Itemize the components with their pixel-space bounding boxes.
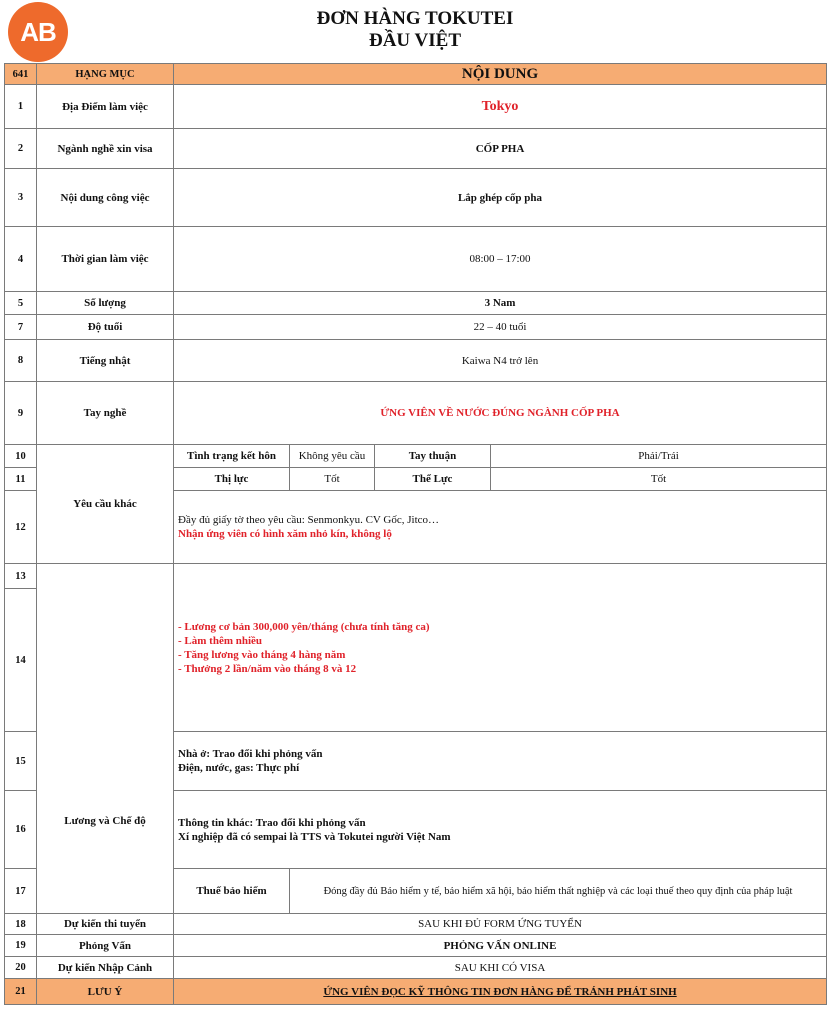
salary-line: - Làm thêm nhiều xyxy=(178,634,263,647)
table-row xyxy=(5,957,827,979)
header-content: NỘI DUNG xyxy=(174,64,827,85)
table-row xyxy=(5,315,827,340)
row-category: Tiếng nhật xyxy=(37,340,174,382)
row-number: 19 xyxy=(5,935,37,957)
row-number: 4 xyxy=(5,227,37,292)
tattoo-note: Nhận ứng viên có hình xăm nhỏ kín, không lộ xyxy=(178,528,392,540)
handedness-label: Tay thuận xyxy=(375,445,491,468)
work-location: Tokyo xyxy=(481,98,519,114)
row-number: 20 xyxy=(5,957,37,979)
table-row xyxy=(5,340,827,382)
other-requirements-label: Yêu cầu khác xyxy=(37,445,174,564)
fitness-value: Tốt xyxy=(491,468,827,491)
working-hours: 08:00 – 17:00 xyxy=(174,227,827,292)
table-row xyxy=(5,564,827,589)
row-number: 7 xyxy=(5,315,37,340)
row-number: 21 xyxy=(5,979,37,1005)
document-title xyxy=(0,8,830,52)
logo-text: AB xyxy=(20,16,56,47)
salary-details xyxy=(174,564,827,732)
salary-line: - Thưởng 2 lần/năm vào tháng 8 và 12 xyxy=(178,662,357,675)
table-row xyxy=(5,914,827,935)
fitness-label: Thể Lực xyxy=(375,468,491,491)
skill-requirement: ỨNG VIÊN VỀ NƯỚC ĐÚNG NGÀNH CỐP PHA xyxy=(380,407,620,419)
interview-mode: PHỎNG VẤN ONLINE xyxy=(174,935,827,957)
table-row xyxy=(5,227,827,292)
row-number: 8 xyxy=(5,340,37,382)
row-number: 13 xyxy=(5,564,37,589)
row-number: 10 xyxy=(5,445,37,468)
row-category: Thuế bảo hiểm xyxy=(174,869,290,914)
header-category: HẠNG MỤC xyxy=(37,64,174,85)
row-number: 15 xyxy=(5,732,37,791)
row-category: Số lượng xyxy=(37,292,174,315)
row-number: 9 xyxy=(5,382,37,445)
table-row xyxy=(5,85,827,129)
header-number: 641 xyxy=(5,64,37,85)
row-value xyxy=(174,85,827,129)
salary-line: - Tăng lương vào tháng 4 hàng năm xyxy=(178,648,346,661)
row-number: 2 xyxy=(5,129,37,169)
document-header xyxy=(0,0,830,62)
eyesight-value: Tốt xyxy=(290,468,375,491)
age-range: 22 – 40 tuổi xyxy=(174,315,827,340)
title-line-1: ĐƠN HÀNG TOKUTEI xyxy=(316,8,514,29)
housing-details xyxy=(174,732,827,791)
note-row xyxy=(5,979,827,1005)
handedness-value: Phải/Trái xyxy=(491,445,827,468)
row-category: Địa Điểm làm việc xyxy=(37,85,174,129)
row-category: Dự kiến Nhập Cảnh xyxy=(37,957,174,979)
row-number: 1 xyxy=(5,85,37,129)
documents-line: Đầy đủ giấy tờ theo yêu cầu: Senmonkyu. CV Gốc, Jitco… xyxy=(178,514,440,526)
row-category: Nội dung công việc xyxy=(37,169,174,227)
other-info xyxy=(174,791,827,869)
housing-line: Nhà ở: Trao đổi khi phỏng vấn xyxy=(178,748,323,760)
order-table xyxy=(4,63,827,1005)
other-info-line: Thông tin khác: Trao đổi khi phỏng vấn xyxy=(178,816,366,829)
row-category: Dự kiến thi tuyển xyxy=(37,914,174,935)
title-line-2: ĐẦU VIỆT xyxy=(368,30,462,51)
japanese-level: Kaiwa N4 trở lên xyxy=(174,340,827,382)
marital-status-value: Không yêu cầu xyxy=(290,445,375,468)
row-number: 17 xyxy=(5,869,37,914)
marital-status-label: Tình trạng kết hôn xyxy=(174,445,290,468)
row-number: 12 xyxy=(5,491,37,564)
row-category: Tay nghề xyxy=(37,382,174,445)
visa-field: CỐP PHA xyxy=(174,129,827,169)
row-value xyxy=(174,382,827,445)
job-content: Lắp ghép cốp pha xyxy=(174,169,827,227)
table-row xyxy=(5,382,827,445)
utilities-line: Điện, nước, gas: Thực phí xyxy=(178,762,300,774)
row-category: Thời gian làm việc xyxy=(37,227,174,292)
salary-benefits-label: Lương và Chế độ xyxy=(37,564,174,914)
table-row xyxy=(5,935,827,957)
salary-line: - Lương cơ bản 300,000 yên/tháng (chưa tính tăng ca) xyxy=(178,620,430,633)
row-number: 14 xyxy=(5,589,37,732)
note-value: ỨNG VIÊN ĐỌC KỸ THÔNG TIN ĐƠN HÀNG ĐỂ TRÁNH PHÁT SINH xyxy=(323,985,677,998)
table-row xyxy=(5,129,827,169)
documents-note xyxy=(174,491,827,564)
row-category: Ngành nghề xin visa xyxy=(37,129,174,169)
insurance-value: Đóng đầy đủ Bảo hiểm y tế, bảo hiểm xã hội, bảo hiểm thất nghiệp và các loại thuế theo quy định của pháp luật xyxy=(290,869,827,914)
row-number: 16 xyxy=(5,791,37,869)
eyesight-label: Thị lực xyxy=(174,468,290,491)
row-number: 5 xyxy=(5,292,37,315)
exam-schedule: SAU KHI ĐỦ FORM ỨNG TUYỂN xyxy=(174,914,827,935)
row-category: Phỏng Vấn xyxy=(37,935,174,957)
sempai-line: Xí nghiệp đã có sempai là TTS và Tokutei người Việt Nam xyxy=(178,830,451,843)
note-value-cell xyxy=(174,979,827,1005)
row-number: 11 xyxy=(5,468,37,491)
row-number: 3 xyxy=(5,169,37,227)
table-row xyxy=(5,445,827,468)
table-header-row xyxy=(5,64,827,85)
row-category: Độ tuổi xyxy=(37,315,174,340)
table-row xyxy=(5,292,827,315)
quantity: 3 Nam xyxy=(174,292,827,315)
note-label: LƯU Ý xyxy=(37,979,174,1005)
table-row xyxy=(5,169,827,227)
entry-schedule: SAU KHI CÓ VISA xyxy=(174,957,827,979)
row-number: 18 xyxy=(5,914,37,935)
